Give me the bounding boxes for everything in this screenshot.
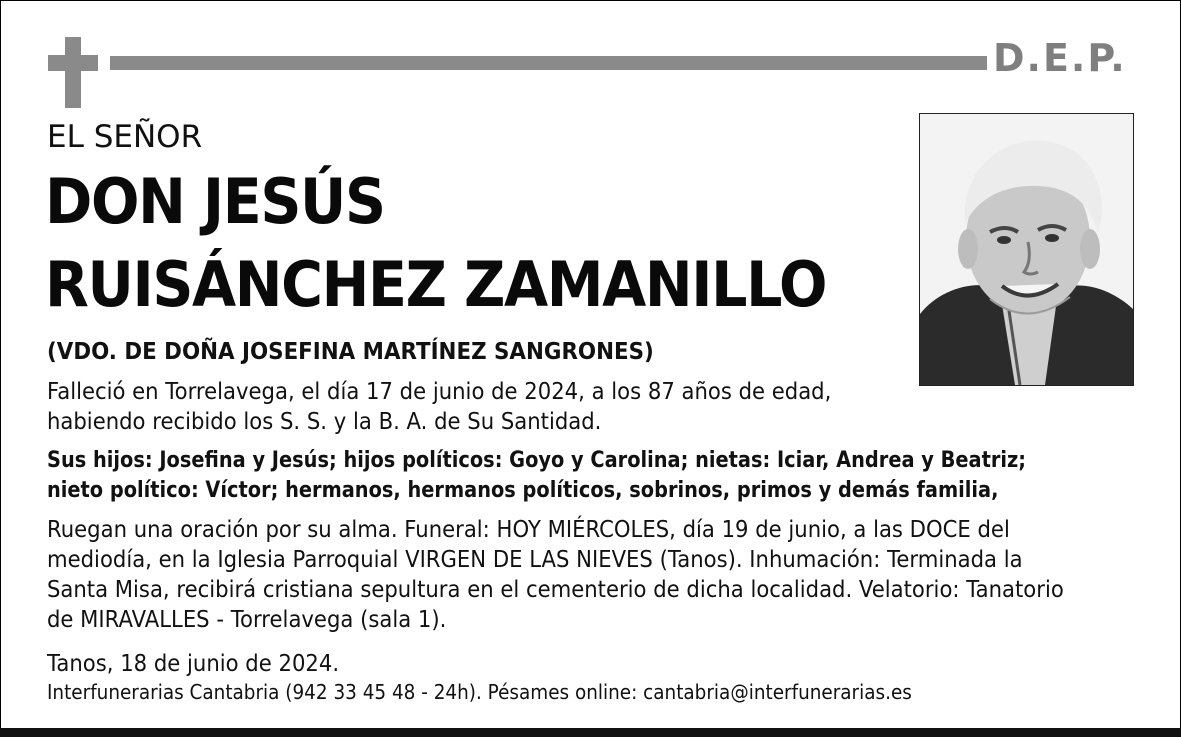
funeral-home-text: Interfunerarias Cantabria (942 33 45 48 - 24h). Pésames online: cantabria@interfunerarias.es — [47, 680, 912, 704]
family-list — [47, 446, 1026, 506]
service-line: de MIRAVALLES - Torrelavega (sala 1). — [47, 607, 447, 633]
cross-icon — [65, 37, 81, 108]
funeral-home-info — [47, 678, 912, 706]
bottom-border-bar — [0, 728, 1181, 737]
deceased-name-line1: DON JESÚS — [45, 165, 385, 238]
honorific-prefix: EL SEÑOR — [47, 119, 203, 155]
cross-icon-arm — [48, 55, 98, 71]
death-notice-line: Falleció en Torrelavega, el día 17 de junio de 2024, a los 87 años de edad, — [47, 379, 832, 405]
portrait-illustration — [920, 114, 1133, 385]
header-rule — [110, 56, 987, 70]
service-line: mediodía, en la Iglesia Parroquial VIRGEN DE LAS NIEVES (Tanos). Inhumación: Terminada la — [47, 547, 1023, 573]
deceased-portrait-photo — [919, 113, 1134, 386]
dep-label: D.E.P. — [993, 36, 1127, 80]
service-line: Santa Misa, recibirá cristiana sepultura en el cementerio de dicha localidad. Velatorio: Tanatorio — [47, 577, 1064, 603]
place-date — [47, 649, 339, 679]
service-line: Ruegan una oración por su alma. Funeral: HOY MIÉRCOLES, día 19 de junio, a las DOCE del — [47, 517, 1010, 543]
place-date-text: Tanos, 18 de junio de 2024. — [47, 651, 340, 677]
service-details — [47, 515, 1064, 635]
family-line: nieto político: Víctor; hermanos, hermanos políticos, sobrinos, primos y demás familia, — [47, 478, 999, 503]
death-notice-line: habiendo recibido los S. S. y la B. A. de Su Santidad. — [47, 409, 602, 435]
widow-of-line: (VDO. DE DOÑA JOSEFINA MARTÍNEZ SANGRONES) — [47, 339, 654, 365]
death-notice — [47, 377, 831, 437]
deceased-name-line2: RUISÁNCHEZ ZAMANILLO — [45, 248, 827, 321]
family-line: Sus hijos: Josefina y Jesús; hijos políticos: Goyo y Carolina; nietas: Iciar, Andrea y Beatriz; — [47, 448, 1027, 473]
